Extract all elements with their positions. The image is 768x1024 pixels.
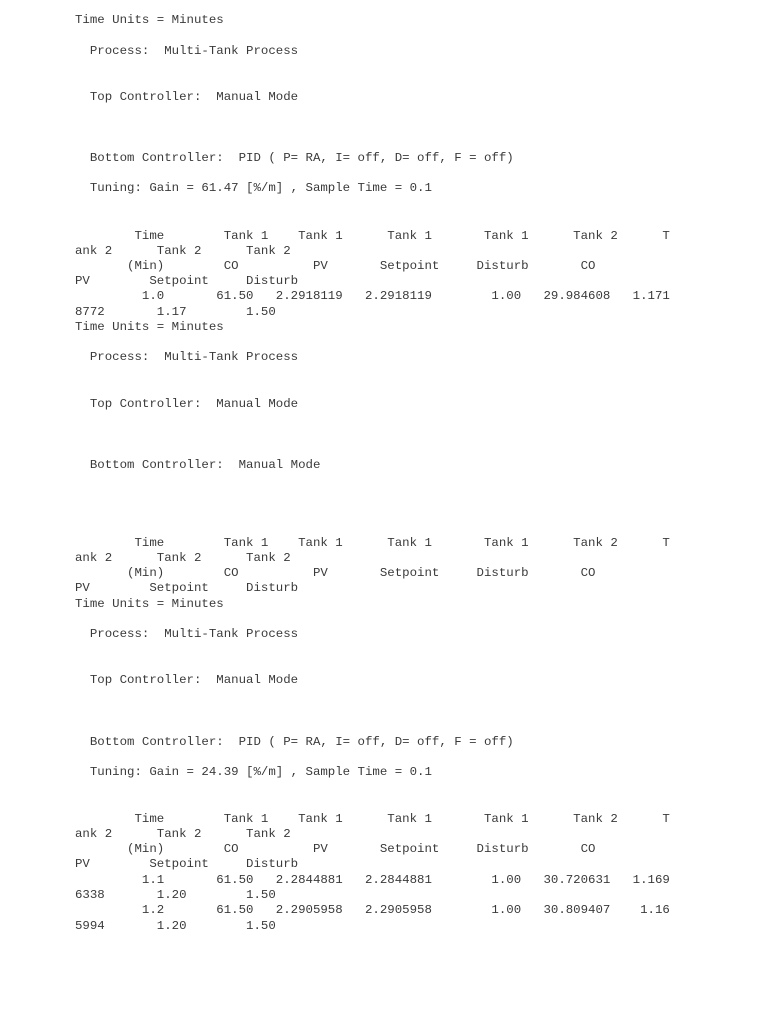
text-line: 5994 1.20 1.50 [75,919,276,933]
text-line: Time Units = Minutes [75,597,224,611]
text-line: Bottom Controller: Manual Mode [75,458,321,472]
text-line: Tuning: Gain = 24.39 [%/m] , Sample Time = 0.1 [75,765,432,779]
text-line: 1.2 61.50 2.2905958 2.2905958 1.00 30.809407 1.16 [75,903,670,917]
text-line: Process: Multi-Tank Process [75,627,299,641]
text-line: PV Setpoint Disturb [75,857,299,871]
text-line: ank 2 Tank 2 Tank 2 [75,244,291,258]
text-line: Time Tank 1 Tank 1 Tank 1 Tank 1 Tank 2 T [75,536,670,550]
text-line: Process: Multi-Tank Process [75,44,299,58]
text-line: Top Controller: Manual Mode [75,673,299,687]
text-line: Time Units = Minutes [75,13,224,27]
text-line: Tuning: Gain = 61.47 [%/m] , Sample Time = 0.1 [75,181,432,195]
text-line: Top Controller: Manual Mode [75,397,299,411]
text-line: 1.1 61.50 2.2844881 2.2844881 1.00 30.720631 1.169 [75,873,670,887]
text-line: Time Tank 1 Tank 1 Tank 1 Tank 1 Tank 2 T [75,812,670,826]
text-line: ank 2 Tank 2 Tank 2 [75,551,291,565]
text-line: 8772 1.17 1.50 [75,305,276,319]
text-line: Bottom Controller: PID ( P= RA, I= off, D= off, F = off) [75,735,514,749]
text-line: Time Tank 1 Tank 1 Tank 1 Tank 1 Tank 2 T [75,229,670,243]
text-line: Time Units = Minutes [75,320,224,334]
text-line: (Min) CO PV Setpoint Disturb CO [75,566,596,580]
text-line: PV Setpoint Disturb [75,581,299,595]
text-line: ank 2 Tank 2 Tank 2 [75,827,291,841]
text-line: 6338 1.20 1.50 [75,888,276,902]
text-line: Top Controller: Manual Mode [75,90,299,104]
text-line: 1.0 61.50 2.2918119 2.2918119 1.00 29.984608 1.171 [75,289,670,303]
text-line: (Min) CO PV Setpoint Disturb CO [75,259,596,273]
text-line: PV Setpoint Disturb [75,274,299,288]
text-line: Bottom Controller: PID ( P= RA, I= off, D= off, F = off) [75,151,514,165]
text-line: (Min) CO PV Setpoint Disturb CO [75,842,596,856]
text-line: Process: Multi-Tank Process [75,350,299,364]
